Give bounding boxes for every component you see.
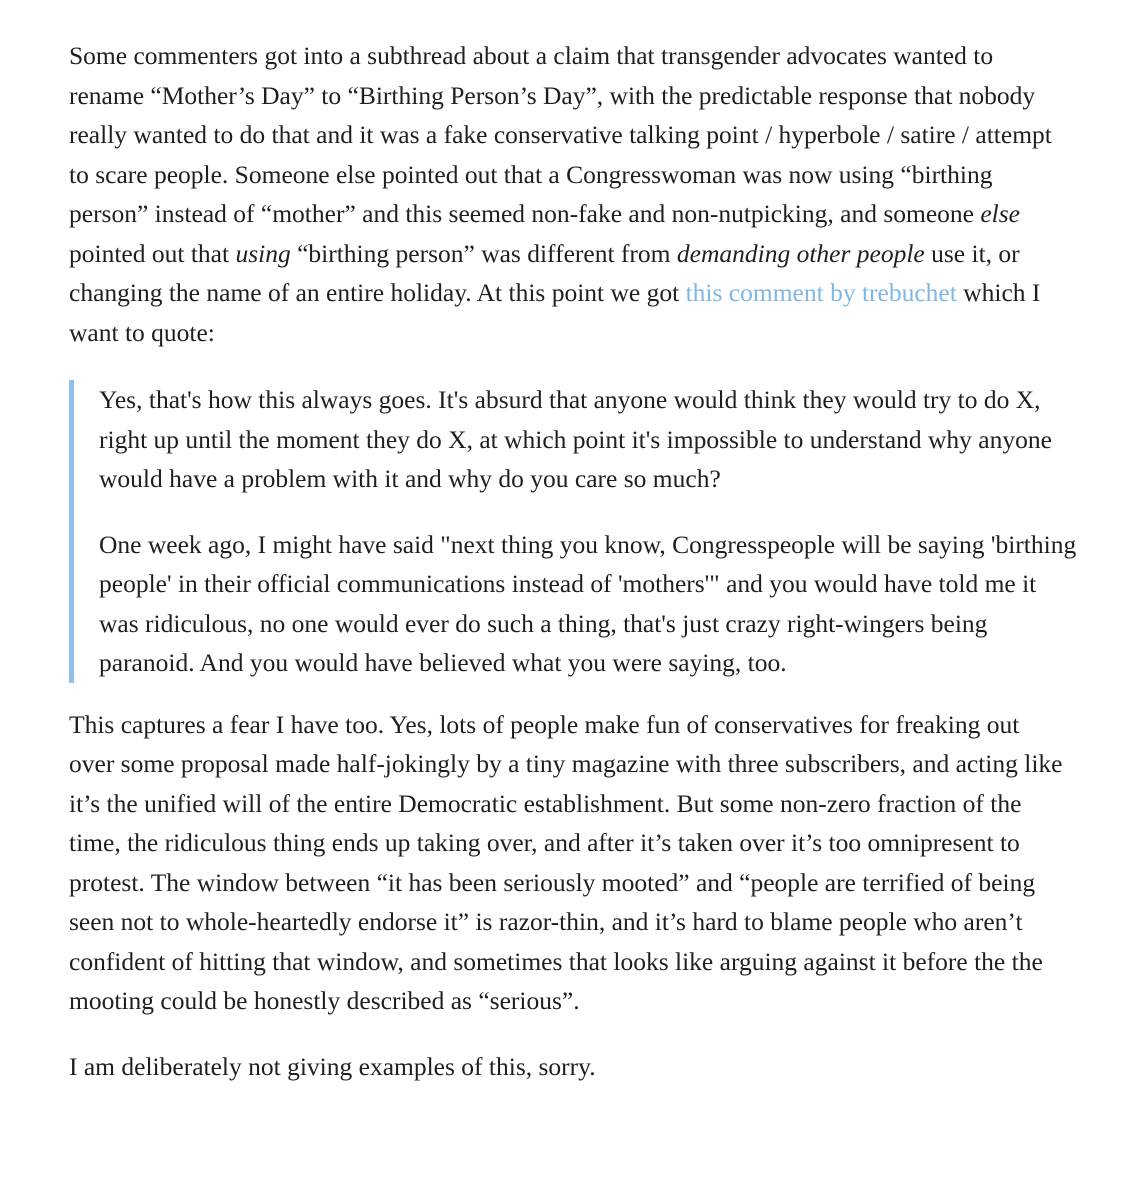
blockquote	[69, 380, 1079, 683]
text-segment: use it, or changing the name of an entire holiday. At this point we got	[69, 238, 1020, 307]
paragraph-intro	[69, 36, 1069, 352]
quote-paragraph-2: One week ago, I might have said "next thing you know, Congresspeople will be saying 'birthing people' in their official communications instead of 'mothers'" and you would have told me it was ridiculous, no one would ever do such a thing, that's just crazy right-wingers being paranoid. And you would have believed what you were saying, too.	[99, 529, 1077, 677]
text-segment: which I want to quote:	[69, 278, 1041, 347]
text-segment: “birthing person” was different from	[290, 238, 677, 268]
paragraph-fear: This captures a fear I have too. Yes, lots of people make fun of conservatives for freaking out over some proposal made half-jokingly by a tiny magazine with three subscribers, and acting like it’s the unified will of the entire Democratic establishment. But some non-zero fraction of the time, the ridiculous thing ends up taking over, and after it’s taken over it’s too omnipresent to protest. The window between “it has been seriously mooted” and “people are terrified of being seen not to whole-heartedly endorse it” is razor-thin, and it’s hard to blame people who aren’t confident of hitting that window, and sometimes that looks like arguing against it before the the mooting could be honestly described as “serious”.	[69, 709, 1063, 1015]
article-body	[69, 36, 1077, 1086]
comment-link[interactable]: this comment by trebuchet	[685, 278, 957, 307]
emphasis-else: else	[980, 199, 1021, 228]
emphasis-demanding: demanding other people	[676, 238, 925, 268]
text-segment: Some commenters got into a subthread about a claim that transgender advocates wanted to rename “Mother’s Day” to “Birthing Person’s Day”, with the predictable response that nobody really wanted to do that and it was a fake conservative talking point / hyperbole / satire / attempt to scare people. Someone else pointed out that a Congresswoman was now using “birthing person” instead of “mother” and this seemed non-fake and non-nutpicking, and someone	[69, 41, 1052, 228]
quote-paragraph-1: Yes, that's how this always goes. It's absurd that anyone would think they would try to do X, right up until the moment they do X, at which point it's impossible to understand why anyone would have a problem with it and why do you care so much?	[99, 385, 1052, 493]
text-segment: pointed out that	[69, 238, 236, 268]
emphasis-using: using	[235, 238, 291, 268]
paragraph-closing: I am deliberately not giving examples of this, sorry.	[69, 1051, 596, 1081]
